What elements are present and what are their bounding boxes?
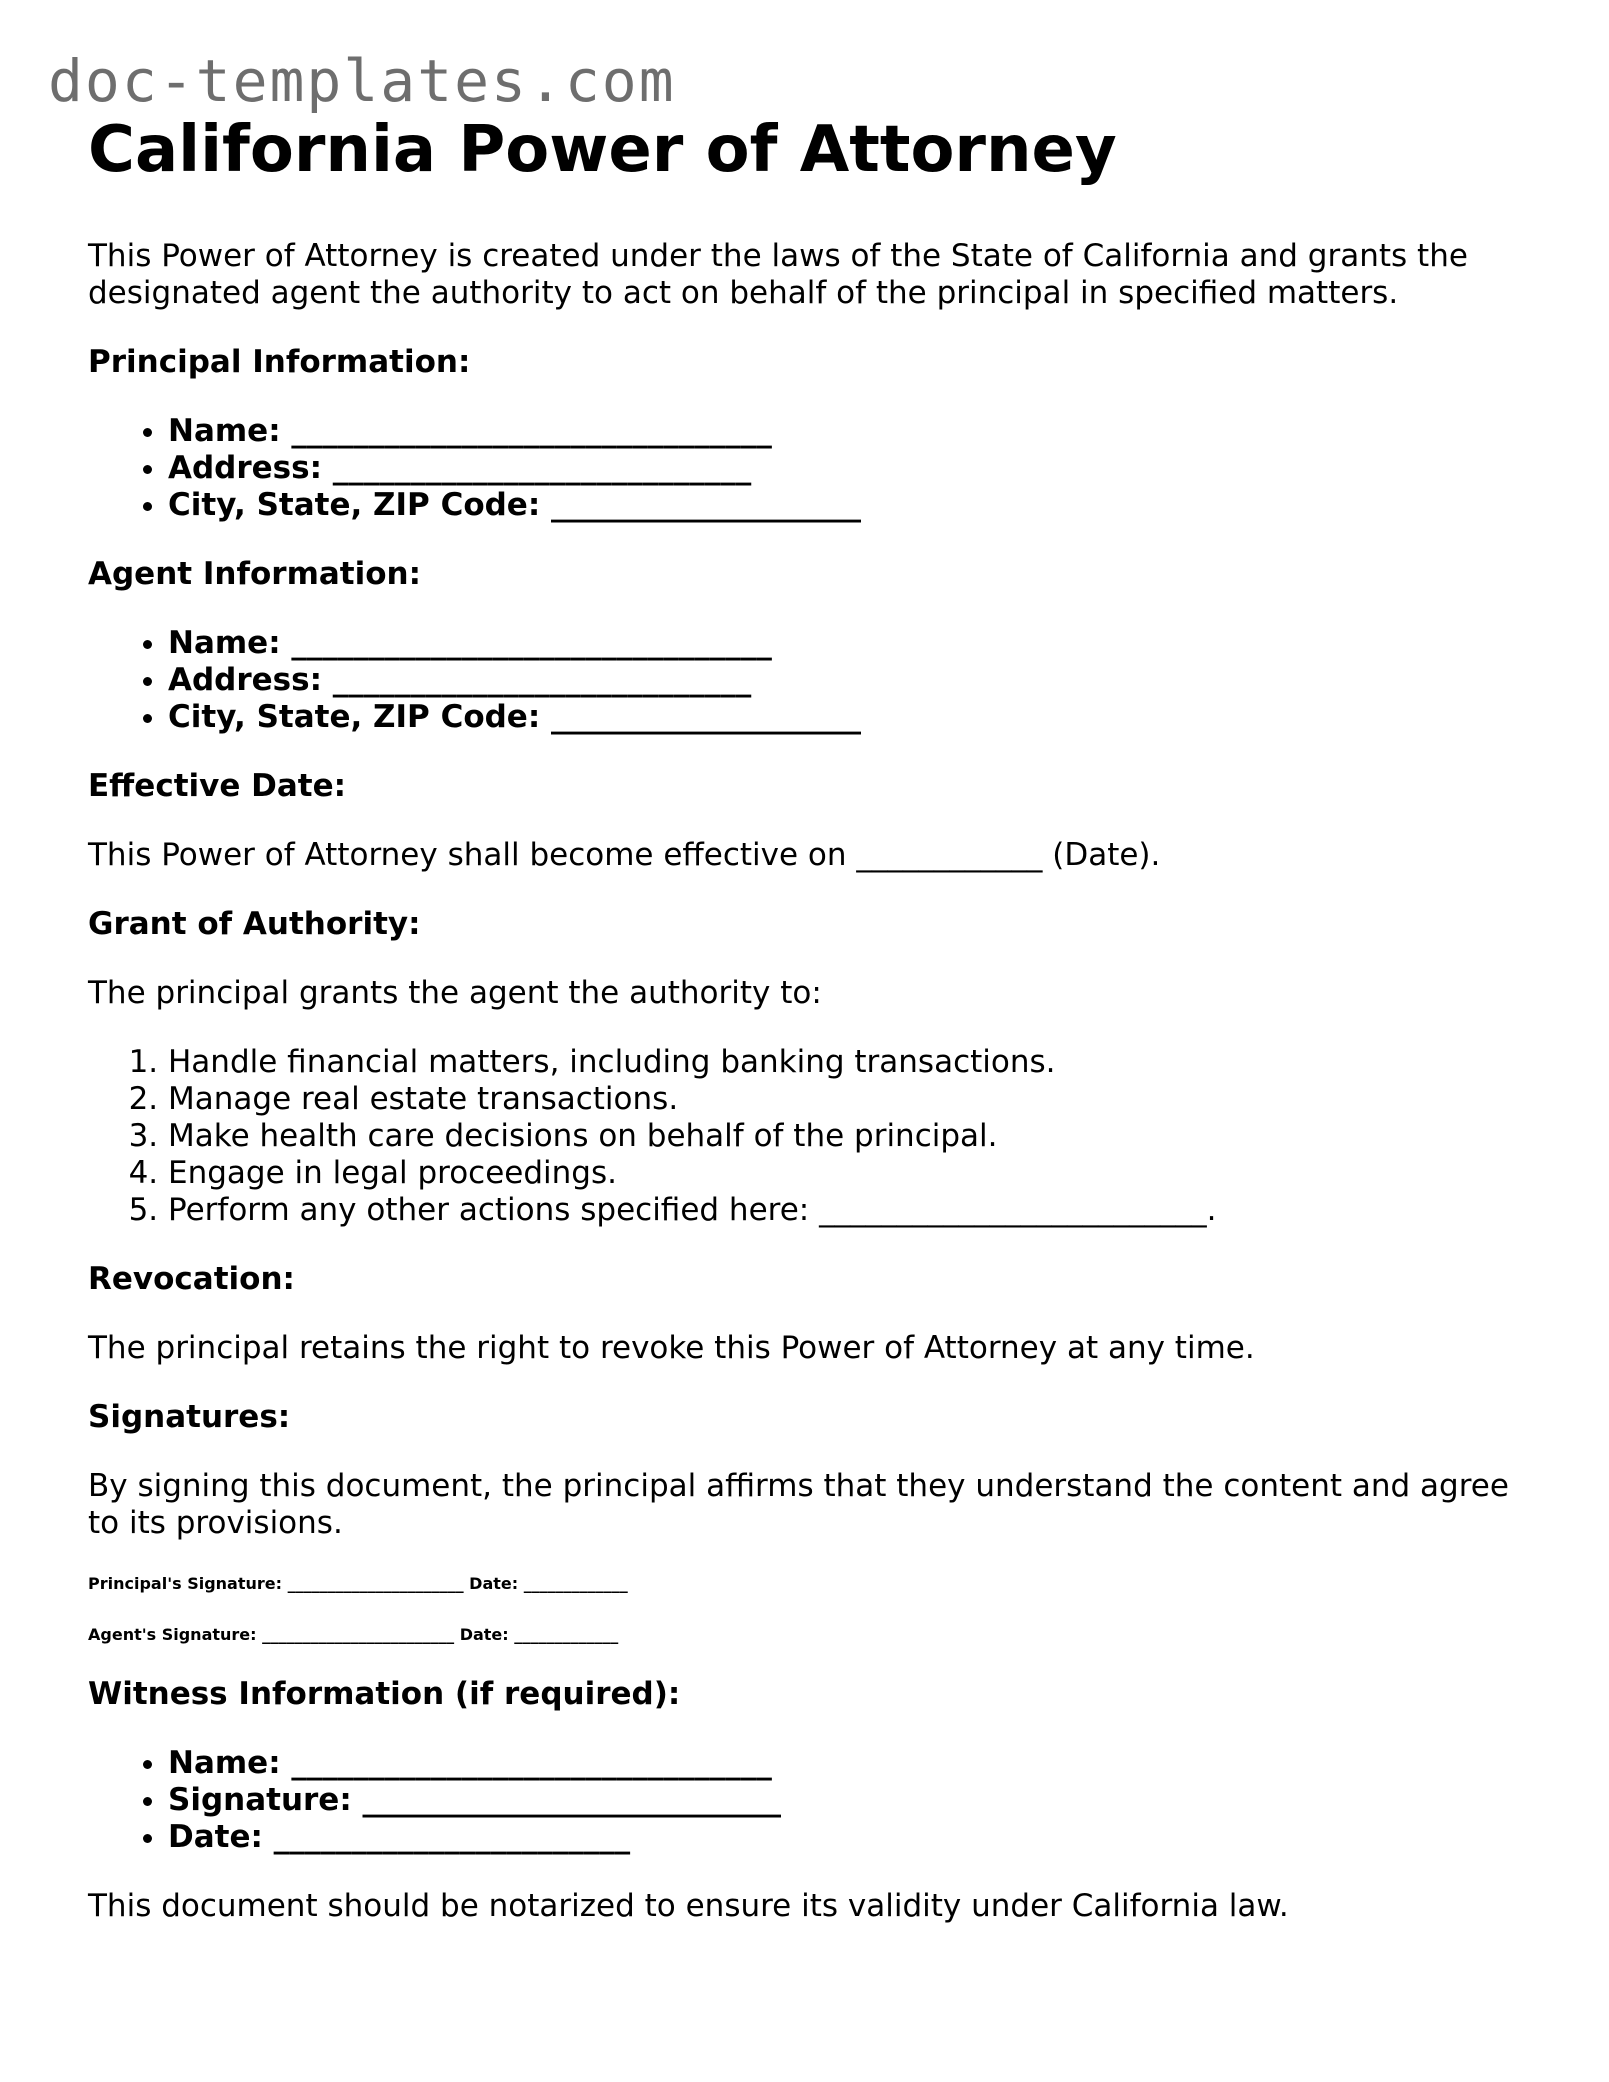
grant-items-list xyxy=(88,1044,1528,1229)
principal-heading: Principal Information: xyxy=(88,344,471,380)
witness-name-field: • Name: _______________________________ xyxy=(168,1745,1528,1782)
grant-item: 3. Make health care decisions on behalf of the principal. xyxy=(168,1118,1528,1155)
intro-paragraph: This Power of Attorney is created under the laws of the State of California and grants the designated agent the authority to act on behalf of the principal in specified matters. xyxy=(88,238,1468,311)
notarization-note: This document should be notarized to ensure its validity under California law. xyxy=(88,1888,1289,1924)
agent-signature-line: Agent's Signature: ________________________ Date: _____________ xyxy=(88,1625,619,1644)
signatures-text: By signing this document, the principal affirms that they understand the content and agree to its provisions. xyxy=(88,1468,1509,1541)
revocation-text: The principal retains the right to revoke this Power of Attorney at any time. xyxy=(88,1330,1255,1366)
principal-name-field: • Name: _______________________________ xyxy=(168,413,1528,450)
grant-item: 5. Perform any other actions specified here: _________________________. xyxy=(168,1192,1528,1229)
effective-date-heading: Effective Date: xyxy=(88,768,347,804)
principal-address-field: • Address: ___________________________ xyxy=(168,450,1528,487)
witness-signature-field: • Signature: ___________________________ xyxy=(168,1782,1528,1819)
grant-heading: Grant of Authority: xyxy=(88,906,421,942)
witness-date-field: • Date: _______________________ xyxy=(168,1819,1528,1856)
witness-heading: Witness Information (if required): xyxy=(88,1676,681,1712)
grant-text: The principal grants the agent the authority to: xyxy=(88,975,822,1011)
grant-item: 4. Engage in legal proceedings. xyxy=(168,1155,1528,1192)
watermark-text: doc-templates.com xyxy=(48,47,676,115)
principal-fields-list xyxy=(88,413,1528,524)
agent-address-field: • Address: ___________________________ xyxy=(168,662,1528,699)
agent-city-state-zip-field: • City, State, ZIP Code: ____________________ xyxy=(168,699,1528,736)
principal-city-state-zip-field: • City, State, ZIP Code: ____________________ xyxy=(168,487,1528,524)
witness-fields-list xyxy=(88,1745,1528,1856)
grant-item: 1. Handle financial matters, including banking transactions. xyxy=(168,1044,1528,1081)
effective-date-text: This Power of Attorney shall become effective on ____________ (Date). xyxy=(88,837,1161,873)
signatures-heading: Signatures: xyxy=(88,1399,291,1435)
document-title: California Power of Attorney xyxy=(88,113,1117,187)
grant-item: 2. Manage real estate transactions. xyxy=(168,1081,1528,1118)
agent-heading: Agent Information: xyxy=(88,556,421,592)
principal-signature-line: Principal's Signature: ______________________ Date: _____________ xyxy=(88,1574,628,1593)
agent-fields-list xyxy=(88,625,1528,736)
document-body xyxy=(88,110,1528,1925)
agent-name-field: • Name: _______________________________ xyxy=(168,625,1528,662)
revocation-heading: Revocation: xyxy=(88,1261,295,1297)
